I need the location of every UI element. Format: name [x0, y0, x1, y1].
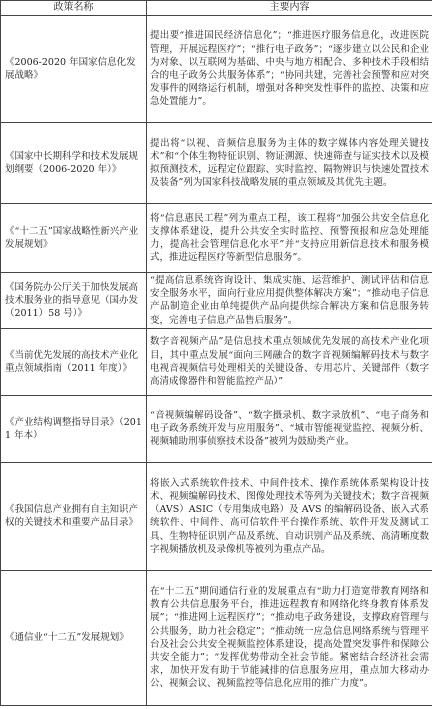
table-row [1, 328, 432, 395]
policy-content-cell: 提出要“推进国民经济信息化”；“推进医疗服务信息化，改进医院管理，开展远程医疗”；“推行电子政务”；“逐步建立以公民和企业为对象、以互联网为基础、中央与地方相配合、多种技术手段相结合的电子政务公共服务体系”；“协同共建，完善社会预警和应对突发事件的网络运行机制，增强对各种突发性事件的监控、决策和应急处置能力”。 [147, 16, 432, 123]
header-row [1, 1, 432, 16]
policy-name-cell: 《国家中长期科学和技术发展规划纲要（2006-2020 年）》 [1, 123, 147, 204]
policy-content-cell: 在“十二五”期间通信行业的发展重点有“助力打造宽带教育网络和教育公共信息服务平台，推进远程教育和网络化终身教育体系发展”；“推进网上远程医疗”；“推动电子政务建设，支撑政府管理与公共服务，助力社会稳定”；“推动统一应急信息网络系统与管理平台及社会公共安全视频监控体系建设，提高处置突发事件和保障公共安全能力”；“发挥优势带动全社会节能。紧密结合经济社会需求，加快开发有助于节能减排的信息服务应用，重点加大移动办公、视频会议、视频监控等信息化应用的推广力度”。 [147, 570, 432, 705]
policy-content-cell: 数字音视频产品”是信息技术重点领域优先发展的高技术产业化项目，其中重点发展“面向三网融合的数字音视频编解码技术与数字电视音视频信号处理相关的关键设备、专用芯片、关键部件（数字高清成像器件和智能监控产品）” [147, 328, 432, 395]
policy-name-cell: 《国务院办公厅关于加快发展高技术服务业的指导意见（国办发（2011）58 号）》 [1, 273, 147, 329]
table-body [1, 16, 432, 706]
header-policy-name: 政策名称 [1, 1, 147, 16]
policy-name-cell: 《当前优先发展的高技术产业化重点领域指南（2011 年度）》 [1, 328, 147, 395]
table-row [1, 462, 432, 570]
table-row [1, 570, 432, 705]
policy-name-cell: 《通信业“十二五”发展规划》 [1, 570, 147, 705]
policy-name-cell: 《2006-2020 年国家信息化发展战略》 [1, 16, 147, 123]
policy-name-cell: 《产业结构调整指导目录》（2011 年本） [1, 395, 147, 462]
table-row [1, 16, 432, 123]
table-row [1, 395, 432, 462]
table-row [1, 273, 432, 329]
policy-content-cell: “提高信息系统咨询设计、集成实施、运营维护、测试评估和信息安全服务水平，面向行业应用提供整体解决方案”；“推动电子信息产品制造企业由单纯提供产品向提供综合解决方案和信息服务转变，完善电子信息产品售后服务”。 [147, 273, 432, 329]
policy-content-cell: 将嵌入式系统软件技术、中间件技术、操作系统体系架构设计技术、视频编解码技术、图像处理技术等列为关键技术；数字音视频（AVS）ASIC（专用集成电路）及 AVS 的编解码设备、嵌入式系统软件、中间件、高可信软件平台操作系统、软件开发及测试工具、生物特征识别产品及系统、自动识别产品及系统、高清晰度数字视频播放机及录像机等被列为重点产品。 [147, 462, 432, 570]
policy-name-cell: 《我国信息产业拥有自主知识产权的关键技术和重要产品目录》 [1, 462, 147, 570]
table-row [1, 204, 432, 273]
table-row [1, 123, 432, 204]
table-header [1, 1, 432, 16]
policy-content-cell: “音视频编解码设备”、“数字摄录机、数字录放机”、“电子商务和电子政务系统开发与应用服务”、“城市智能视觉监控、视频分析、视频辅助刑事侦察技术设备”被列为鼓励类产业。 [147, 395, 432, 462]
policy-content-cell: 提出将“以视、音频信息服务为主体的数字媒体内容处理关键技术”和“个体生物特征识别、物证溯源、快速筛查与证实技术以及模拟预测技术，远程定位跟踪、实时监控、隔物辨识与快速处置技术及装备”列为国家科技战略发展的重点领域及其优先主题。 [147, 123, 432, 204]
policy-content-cell: 将“信息惠民工程”列为重点工程，该工程将“加强公共安全信息化支撑体系建设，提升公共安全实时监控、预警预报和应急处理能力，提高社会管理信息化水平”并“支持应用新信息技术和服务模式，推进远程医疗等新型信息服务”。 [147, 204, 432, 273]
header-main-content: 主要内容 [147, 1, 432, 16]
policy-name-cell: 《“十二五”国家战略性新兴产业发展规划》 [1, 204, 147, 273]
